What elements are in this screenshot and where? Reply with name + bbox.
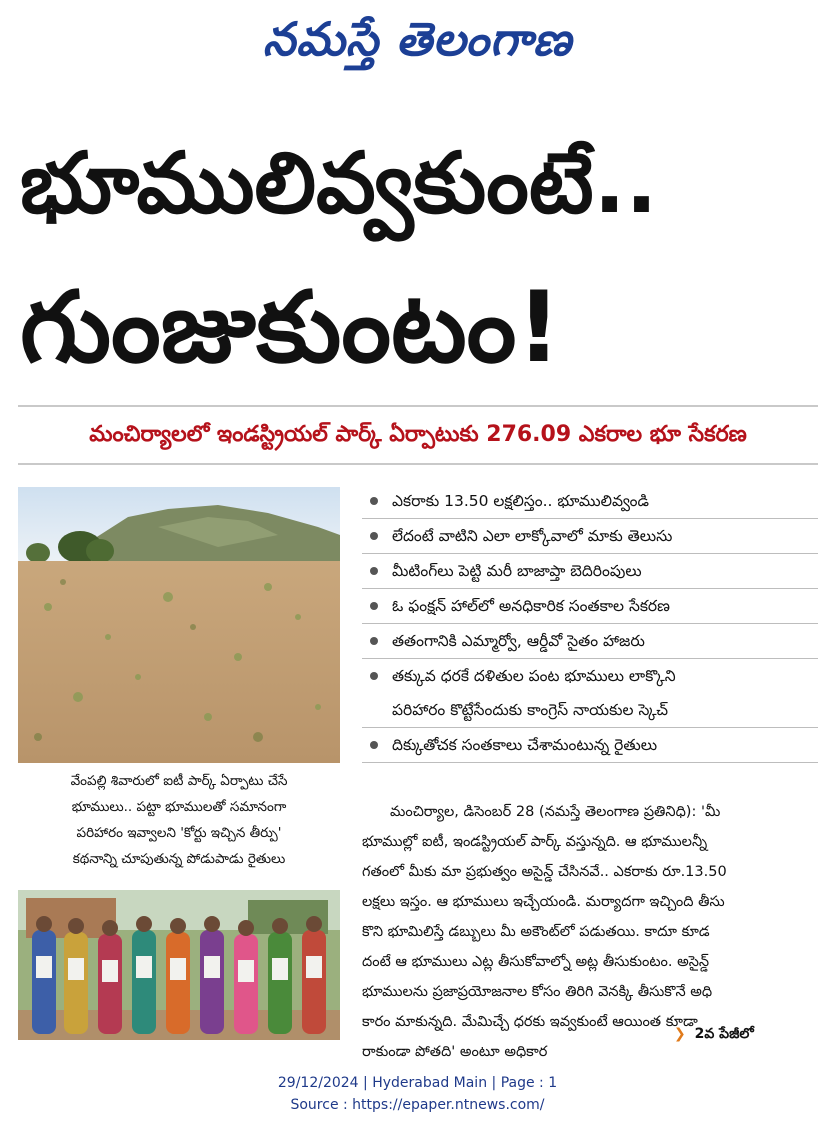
body-line: కారం మాకున్నది. మేమిచ్చే ధరకు ఇవ్వకుంటే ఆయింత కూడా [362,1014,698,1030]
key-point: దిక్కుతోచక సంతకాలు చేశామంటున్న రైతులు [362,728,818,763]
bullet-icon [370,672,378,680]
key-point: లేదంటే వాటిని ఎలా లాక్కోవాలో మాకు తెలుసు [362,519,818,554]
footer-edition-info: 29/12/2024 | Hyderabad Main | Page : 1 [277,1075,558,1091]
bullet-icon [370,602,378,610]
body-line: భూములను ప్రజాప్రయోజనాల కోసం తిరిగి వెనక్కి తీసుకొనే అధి [362,984,713,1000]
key-point: తతంగానికి ఎమ్మార్వో, ఆర్డీవో సైతం హాజరు [362,624,818,659]
field-photo [18,487,340,763]
key-point: తక్కువ ధరకే దళితుల పంట భూములు లాక్కొని పరిహారం కొట్టేసేందుకు కాంగ్రెస్ నాయకుల స్కెచ్ [362,659,818,728]
headline-line-2: గుంజుకుంటం! [20,271,562,385]
subheadline: మంచిర్యాలలో ఇండస్ట్రియల్ పార్క్ ఏర్పాటుకు 276.09 ఎకరాల భూ సేకరణ [18,405,818,465]
caption-line: వేంపల్లి శివారులో ఐటీ పార్క్ ఏర్పాటు చేసే [70,773,288,789]
masthead-title: నమస్తే తెలంగాణ [262,12,573,66]
farmers-photo [18,890,340,1040]
bullet-icon [370,532,378,540]
key-points-list [362,484,818,763]
body-line: లక్షలు ఇస్తం. ఆ భూములు ఇచ్చేయండి. మర్యాదగా ఇచ్చింది తీసు [362,894,725,910]
body-line: భూముల్లో ఐటీ, ఇండస్ట్రియల్ పార్క్ వస్తున్నది. ఆ భూములన్నీ [362,834,708,850]
caption-line: పరిహారం ఇవ్వాలని 'కోర్టు ఇచ్చిన తీర్పు' [76,825,282,841]
continued-label: 2వ పేజీలో [694,1026,754,1042]
photo-caption [18,768,340,880]
caption-line: భూములు.. పట్టా భూములతో సమానంగా [71,799,287,815]
footer-source-link[interactable]: Source : https://epaper.ntnews.com/ [290,1097,545,1113]
body-line: దంటే ఆ భూములు ఎట్ల తీసుకోవాల్నో అట్ల తీసుకుంటం. అసైన్డ్ [362,954,710,970]
bullet-icon [370,637,378,645]
body-line: రాకుండా పోతది' అంటూ అధికార [362,1044,548,1060]
key-point: ఓ ఫంక్షన్ హాల్‌లో అనధికారిక సంతకాల సేకరణ [362,589,818,624]
bullet-icon [370,567,378,575]
key-point: ఎకరాకు 13.50 లక్షలిస్తం.. భూములివ్వండి [362,484,818,519]
bullet-icon [370,741,378,749]
caption-line: కథనాన్ని చూపుతున్న పోడుపాడు రైతులు [72,851,286,867]
body-line: కొని భూమిలిస్తే డబ్బులు మీ అకౌంట్‌లో పడుతయి. కాదూ కూడ [362,924,710,940]
body-line: గతంలో మీకు మా ప్రభుత్వం అసైన్డ్ చేసినవే.. ఎకరాకు రూ.13.50 [362,864,727,880]
body-line: మంచిర్యాల, డిసెంబర్ 28 (నమస్తే తెలంగాణ ప్రతినిధి): 'మీ [390,804,721,820]
bullet-icon [370,497,378,505]
key-point: మీటింగ్‌లు పెట్టి మరీ బాజాప్తా బెదిరింపులు [362,554,818,589]
continued-on-page-link[interactable] [674,1026,754,1048]
chevron-right-icon: ❯ [674,1026,686,1042]
page-footer [0,1072,835,1116]
headline-line-1: భూములివ్వకుంటే.. [20,134,658,232]
